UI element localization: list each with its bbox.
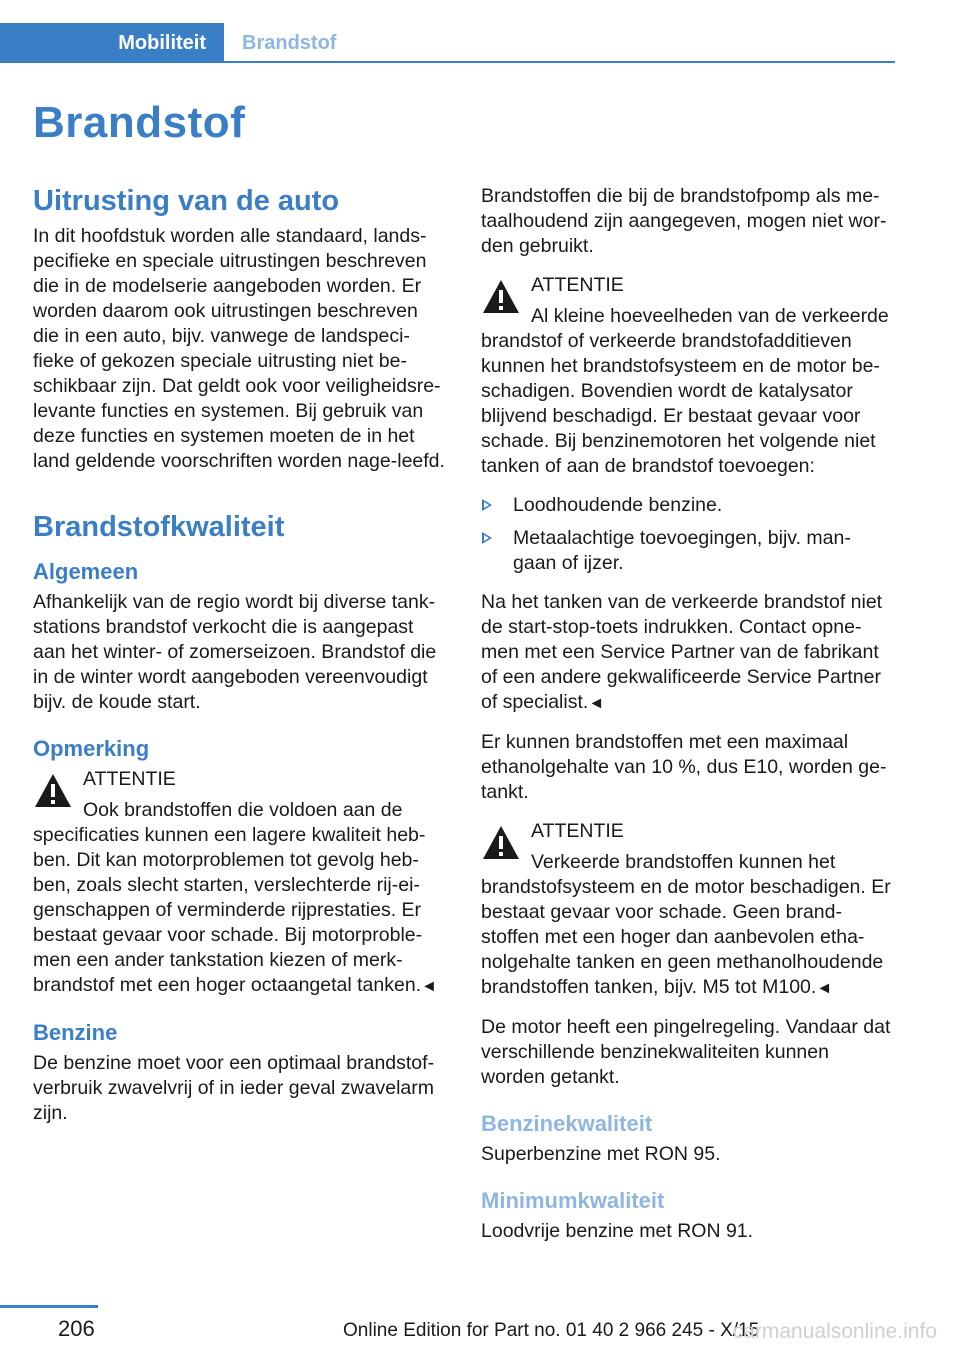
list-item-text: Metaalachtige toevoegingen, bijv. man-gaan of ijzer.	[513, 527, 851, 574]
list-item	[481, 526, 894, 576]
header-bar	[0, 23, 895, 63]
warning-block-3	[481, 819, 894, 1001]
warning-triangle-icon	[33, 771, 73, 811]
section-title-uitrusting: Uitrusting van de auto	[33, 185, 340, 217]
ethanol-paragraph: Er kunnen brandstoffen met een maximaal ethanolgehalte van 10 %, dus E10, worden ge-tankt.	[481, 731, 887, 803]
algemeen-paragraph: Afhankelijk van de regio wordt bij diverse tank-stations brandstof verkocht die is aangepast aan het winter- of zomerseizoen. Brandstof die in de winter wordt aangeboden vereenvoudigt bijv. de koude start.	[33, 591, 437, 713]
warning-triangle-icon	[481, 277, 521, 317]
uitrusting-paragraph: In dit hoofdstuk worden alle standaard, lands-pecifieke en speciale uitrustingen beschreven die in de modelserie aangeboden worden. Er worden daarom ook uitrustingen beschreven die in een auto, bijv. vanwege de landspeci-fieke of gekozen speciale uitrusting niet be-schikbaar zijn. Dat geldt ook voor veiligheidsre-levante functies en systemen. Bij gebruik van deze functies en systemen moeten de in het land geldende voorschriften worden nage-leefd.	[33, 225, 445, 472]
subheading-opmerking: Opmerking	[33, 736, 150, 761]
footer-divider	[0, 1305, 98, 1308]
after-bullets-text: Na het tanken van de verkeerde brandstof niet de start-stop-toets indrukken. Contact opne-men met een Service Partner van de fabrikant of een andere gekwalificeerde Service Partner of specialist.	[481, 591, 883, 713]
list-item	[481, 493, 894, 518]
warning-title: ATTENTIE	[531, 274, 624, 296]
end-mark: ◄	[588, 695, 605, 712]
warning-text: Ook brandstoffen die voldoen aan de specificaties kunnen een lagere kwaliteit heb-ben. Dit kan motorproblemen tot gevolg heb-ben, zoals slecht starten, verslechterde rij-ei-genschappen of verminderde rijprestaties. Er bestaat gevaar voor schade. Bij motorproble-men een ander tankstation kiezen of merk-brandstof met een hoger octaangetal tanken.	[33, 799, 426, 996]
watermark: carmanualsonline.info	[732, 1320, 937, 1343]
left-column	[33, 184, 446, 1140]
subheading-algemeen: Algemeen	[33, 559, 139, 584]
warning-title: ATTENTIE	[83, 768, 176, 790]
bullet-list	[481, 493, 894, 576]
intro-paragraph: Brandstoffen die bij de brandstofpomp als me-taalhoudend zijn aangegeven, mogen niet wor-den gebruikt.	[481, 185, 887, 257]
triangle-bullet-icon	[482, 499, 492, 511]
page-number: 206	[58, 1316, 95, 1341]
right-column	[481, 184, 894, 1258]
triangle-bullet-icon	[482, 532, 492, 544]
after-bullets-paragraph	[481, 590, 894, 716]
subheading-benzinekwaliteit: Benzinekwaliteit	[481, 1111, 653, 1136]
warning-block-2	[481, 273, 894, 479]
subheading-benzine: Benzine	[33, 1020, 118, 1045]
subheading-minimumkwaliteit: Minimumkwaliteit	[481, 1188, 665, 1213]
warning-text: Verkeerde brandstoffen kunnen het brandstofsysteem en de motor beschadigen. Er bestaat gevaar voor schade. Geen brand-stoffen met een hoger dan aanbevolen etha-nolgehalte tanken en geen methanolhoudende brandstoffen tanken, bijv. M5 tot M100.	[481, 851, 891, 998]
end-mark: ◄	[421, 978, 437, 995]
warning-block-1	[33, 767, 446, 999]
tab-mobiliteit[interactable]: Mobiliteit	[0, 23, 224, 63]
benzinekwaliteit-paragraph: Superbenzine met RON 95.	[481, 1143, 721, 1165]
online-edition-text: Online Edition for Part no. 01 40 2 966 245 - X/15	[343, 1320, 760, 1341]
tab-brandstof[interactable]: Brandstof	[242, 31, 337, 54]
end-mark: ◄	[816, 980, 833, 997]
page-title: Brandstof	[33, 98, 246, 147]
warning-text: Al kleine hoeveelheden van de verkeerde brandstof of verkeerde brandstofadditieven kunnen het brandstofsysteem en de motor be-schadigen. Bovendien wordt de katalysator blijvend beschadigd. Er bestaat gevaar voor schade. Bij benzinemotoren het volgende niet tanken of aan de brandstof toevoegen:	[481, 305, 889, 477]
benzine-paragraph: De benzine moet voor een optimaal brandstof-verbruik zwavelvrij of in ieder geval zwavelarm zijn.	[33, 1052, 435, 1124]
warning-title: ATTENTIE	[531, 820, 624, 842]
minimumkwaliteit-paragraph: Loodvrije benzine met RON 91.	[481, 1220, 754, 1242]
header-divider	[224, 61, 895, 63]
warning-triangle-icon	[481, 823, 521, 863]
list-item-text: Loodhoudende benzine.	[513, 494, 723, 516]
section-title-brandstofkwaliteit: Brandstofkwaliteit	[33, 511, 285, 543]
pingel-paragraph: De motor heeft een pingelregeling. Vandaar dat verschillende benzinekwaliteiten kunnen worden getankt.	[481, 1016, 891, 1088]
